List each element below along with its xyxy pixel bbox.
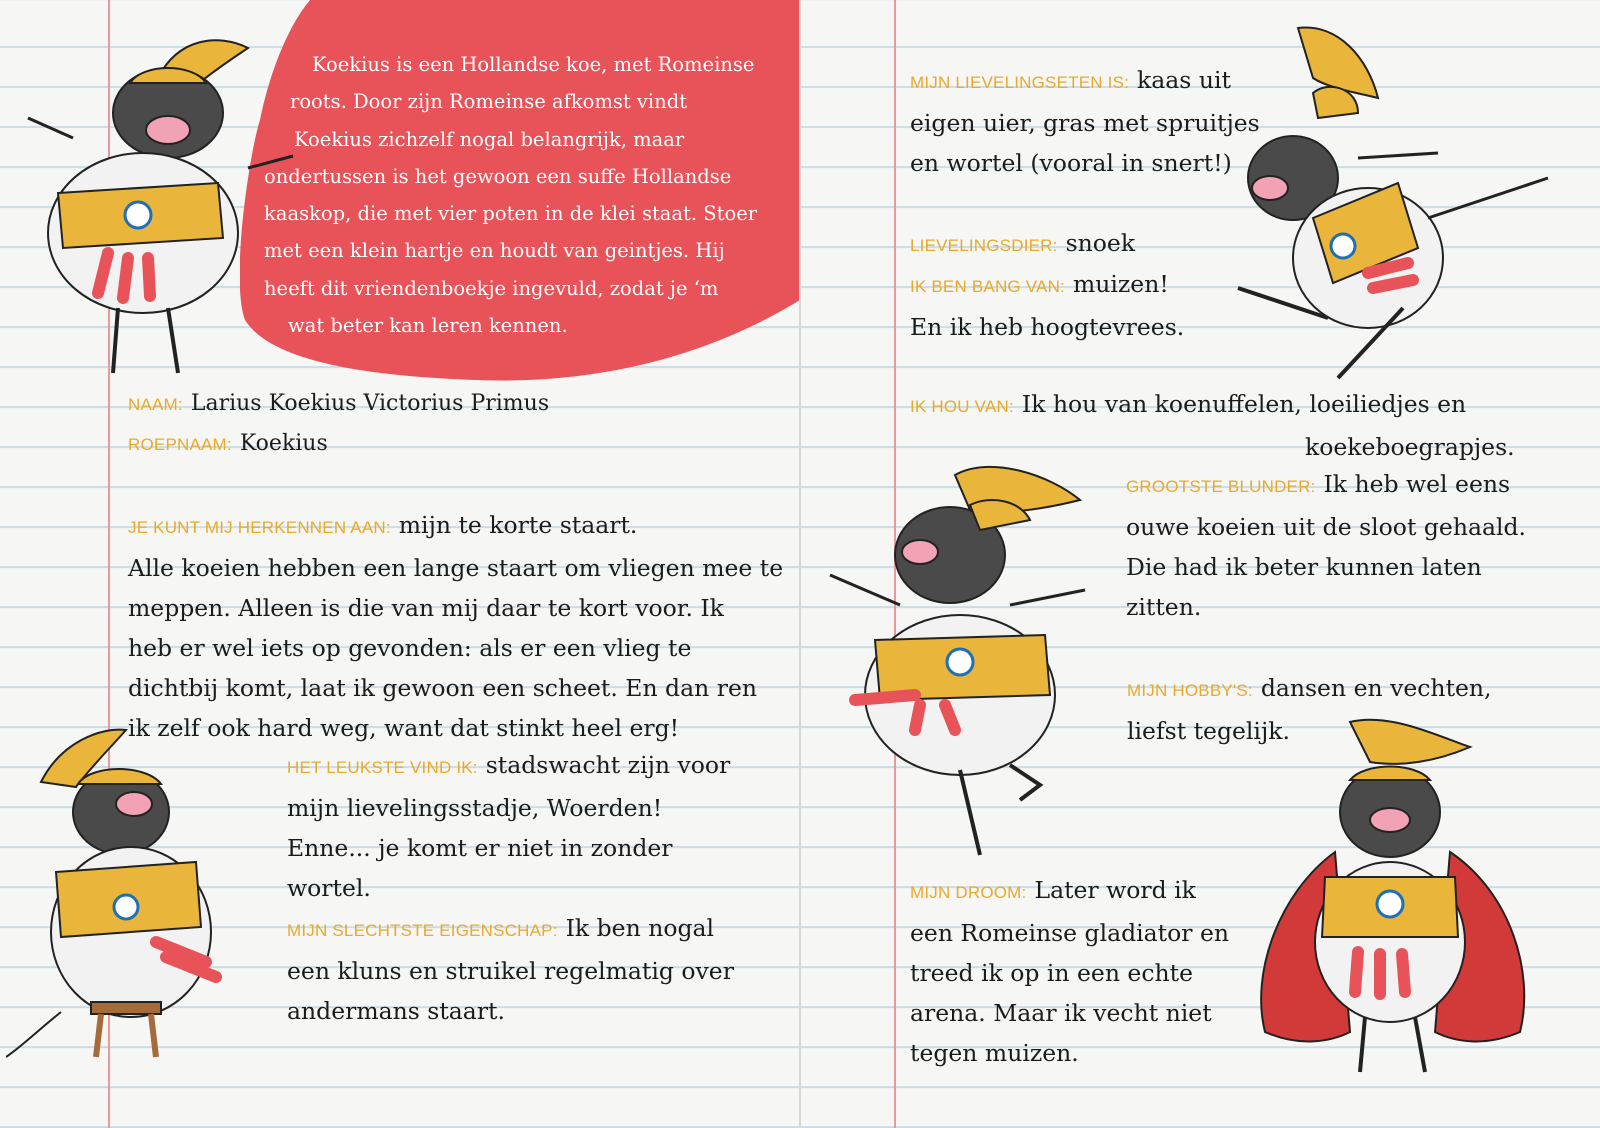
leukste-field: [287, 745, 730, 908]
herkennen-line: heb er wel iets op gevonden: als er een vlieg te: [128, 634, 692, 662]
blunder-field: [1126, 464, 1526, 627]
intro-line: wat beter kan leren kennen.: [288, 314, 568, 338]
lievelingseten-value: kaas uit: [1137, 66, 1231, 94]
blunder-line: zitten.: [1126, 593, 1202, 621]
cow-with-bird-sitting-on-stool-illustration: [6, 712, 286, 1092]
leukste-line: Enne... je komt er niet in zonder: [287, 834, 673, 862]
herkennen-value: mijn te korte staart.: [398, 511, 638, 539]
slechtste-line: een kluns en struikel regelmatig over: [287, 957, 734, 985]
intro-text: [262, 46, 782, 344]
droom-line: treed ik op in een echte: [910, 959, 1193, 987]
intro-line: roots. Door zijn Romeinse afkomst vindt: [290, 90, 688, 114]
droom-value: Later word ik: [1034, 876, 1196, 904]
droom-label: MIJN DROOM:: [910, 883, 1027, 902]
cow-with-bird-in-red-cape-illustration: [1240, 712, 1540, 1092]
lievelingsdier-value: snoek: [1065, 229, 1136, 257]
droom-line: arena. Maar ik vecht niet: [910, 999, 1212, 1027]
lievelingsdier-label: LIEVELINGSDIER:: [910, 236, 1058, 255]
herkennen-line: Alle koeien hebben een lange staart om vliegen mee te: [128, 554, 784, 582]
lievelingseten-label: MIJN LIEVELINGSETEN IS:: [910, 73, 1130, 92]
hobbys-value: dansen en vechten,: [1260, 674, 1492, 702]
herkennen-line: ik zelf ook hard weg, want dat stinkt heel erg!: [128, 714, 680, 742]
intro-line: Koekius zichzelf nogal belangrijk, maar: [294, 127, 685, 151]
droom-line: een Romeinse gladiator en: [910, 919, 1230, 947]
cow-with-bird-waving-illustration: [18, 18, 308, 388]
naam-label: NAAM:: [128, 395, 183, 414]
lievelingseten-field: [910, 60, 1260, 183]
lievelingseten-line: en wortel (vooral in snert!): [910, 149, 1232, 177]
droom-field: [910, 870, 1229, 1073]
intro-line: ondertussen is het gewoon een suffe Hollandse: [264, 164, 732, 188]
lievelingsdier-field: [910, 223, 1135, 266]
leukste-line: mijn lievelingsstadje, Woerden!: [287, 794, 663, 822]
leukste-line: wortel.: [287, 874, 371, 902]
lievelingseten-line: eigen uier, gras met spruitjes: [910, 109, 1260, 137]
slechtste-label: MIJN SLECHTSTE EIGENSCHAP:: [287, 921, 558, 940]
bang-label: IK BEN BANG VAN:: [910, 277, 1065, 296]
intro-line: kaaskop, die met vier poten in de klei staat. Stoer: [264, 202, 758, 226]
slechtste-value: Ik ben nogal: [565, 914, 715, 942]
naam-field: [128, 384, 549, 425]
blunder-label: GROOTSTE BLUNDER:: [1126, 477, 1316, 496]
hobbys-line: liefst tegelijk.: [1127, 717, 1290, 745]
slechtste-line: andermans staart.: [287, 997, 505, 1025]
droom-line: tegen muizen.: [910, 1039, 1079, 1067]
bang-value: muizen!: [1072, 270, 1169, 298]
roepnaam-label: ROEPNAAM:: [128, 435, 232, 454]
intro-line: heeft dit vriendenboekje ingevuld, zodat je ‘m: [264, 276, 719, 300]
blunder-value: Ik heb wel eens: [1323, 470, 1511, 498]
herkennen-line: dichtbij komt, laat ik gewoon een scheet. En dan ren: [128, 674, 757, 702]
leukste-label: HET LEUKSTE VIND IK:: [287, 758, 478, 777]
cow-with-bird-dancing-illustration: [820, 455, 1140, 875]
slechtste-field: [287, 908, 734, 1031]
intro-line: met een klein hartje en houdt van geintjes. Hij: [264, 239, 725, 263]
roepnaam-field: [128, 424, 328, 465]
hobbys-label: MIJN HOBBY'S:: [1127, 681, 1253, 700]
houvan-label: IK HOU VAN:: [910, 397, 1014, 416]
right-page: [800, 0, 1600, 1128]
herkennen-label: JE KUNT MIJ HERKENNEN AAN:: [128, 518, 391, 537]
blunder-line: Die had ik beter kunnen laten: [1126, 553, 1482, 581]
intro-line: Koekius is een Hollandse koe, met Romeinse: [312, 53, 755, 76]
houvan-value: Ik hou van koenuffelen, loeiliedjes en: [1021, 390, 1467, 418]
houvan-line: koekeboegrapjes.: [1305, 433, 1515, 461]
roepnaam-value: Koekius: [239, 431, 328, 456]
cow-with-bird-running-illustration: [1218, 18, 1588, 388]
leukste-value: stadswacht zijn voor: [485, 751, 731, 779]
herkennen-line: meppen. Alleen is die van mij daar te kort voor. Ik: [128, 594, 724, 622]
blunder-line: ouwe koeien uit de sloot gehaald.: [1126, 513, 1527, 541]
bang-line: En ik heb hoogtevrees.: [910, 313, 1185, 341]
naam-value: Larius Koekius Victorius Primus: [190, 391, 550, 416]
bang-field: [910, 264, 1184, 347]
